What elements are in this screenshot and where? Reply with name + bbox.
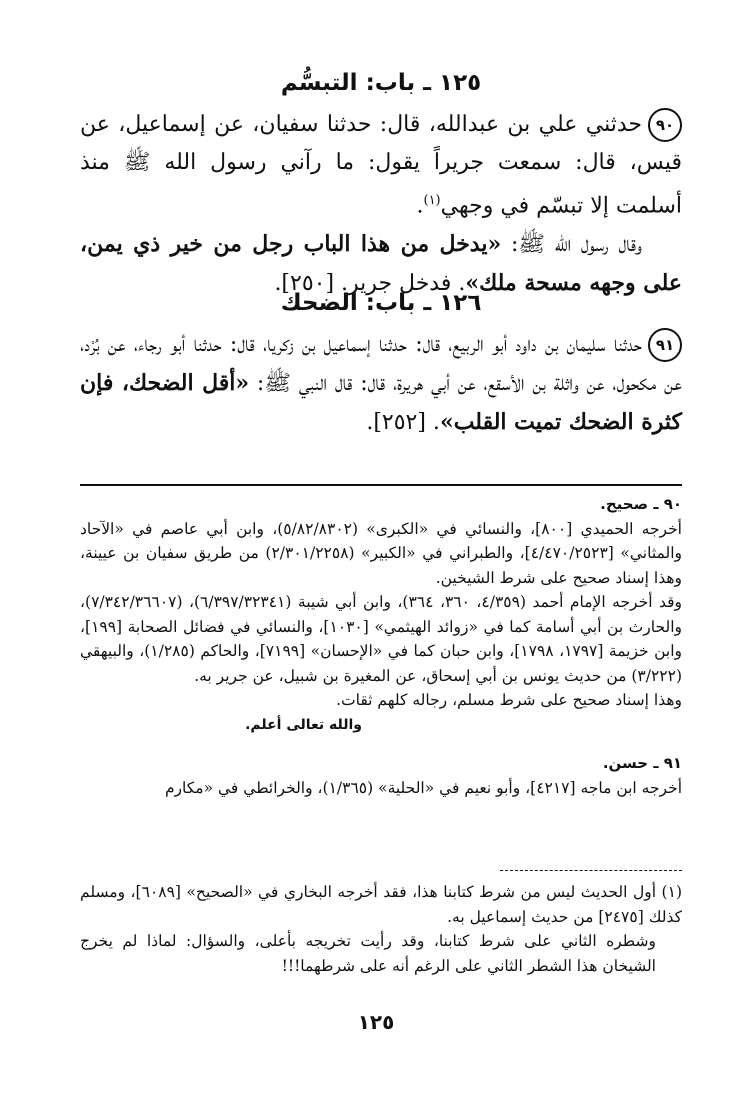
footnotes bbox=[80, 880, 682, 978]
hadith-90-number-badge: ٩٠ bbox=[648, 108, 682, 142]
chapter-126-body bbox=[80, 326, 682, 442]
notes-divider bbox=[80, 484, 682, 486]
hadith-90-paragraph bbox=[80, 106, 682, 225]
footnote-1-mark: (١) bbox=[661, 883, 682, 901]
footnote-1-paragraph-1 bbox=[80, 880, 682, 929]
hadith-90-quote-intro: وقال رسول الله ﷺ: bbox=[501, 232, 642, 258]
note-90-paragraph-3: وهذا إسناد صحيح على شرط مسلم، رجاله كلهم ثقات. bbox=[336, 691, 682, 709]
footnote-divider bbox=[500, 870, 682, 871]
hadith-91-quote: «أقل الضحك، فإن كثرة الضحك تميت القلب» bbox=[80, 370, 682, 435]
note-90-paragraph-2: وقد أخرجه الإمام أحمد (٤/٣٥٩، ٣٦٠، ٣٦٤)، وابن أبي شيبة (٦/٣٩٧/٣٢٣٤١)، (٧/٣٤٢/٣٦٦٠٧)، والحارث بن أبي أسامة كما في «زوائد الهيثمي» [١٠٣٠]، والنسائي في فضائل الصحابة [١٩٩]، وابن خزيمة [١٧٩٧، ١٧٩٨]، وابن حبان كما في «الإحسان» [٧١٩٩]، والحاكم (١/٢٨٥)، والبيهقي (٣/٢٢٢) من حديث يونس بن أبي إسحاق، عن المغيرة بن شبيل، عن جرير به. bbox=[80, 593, 683, 685]
note-91-head: ٩١ ـ حسن. bbox=[602, 754, 682, 772]
chapter-125-body bbox=[80, 106, 682, 303]
chapter-126-heading: ١٢٦ ـ باب: الضحك bbox=[280, 290, 482, 316]
footnote-1-paragraph-2: وشطره الثاني على شرط كتابنا، وقد رأيت تخريجه بأعلى، والسؤال: لماذا لم يخرج الشيخان هذا الشطر الثاني على الرغم أنه على شرطهما!!! bbox=[80, 932, 656, 975]
hadith-91-paragraph bbox=[80, 326, 682, 442]
hadith-91-number-badge: ٩١ bbox=[648, 328, 682, 362]
footnote-ref: (١) bbox=[423, 193, 441, 208]
hadith-91-end: . [٢٥٢]. bbox=[366, 410, 440, 435]
footnote-1-text: أول الحديث ليس من شرط كتابنا هذا، فقد أخرجه البخاري في «الصحيح» [٦٠٨٩]، ومسلم كذلك [٢٤٧٥] من حديث إسماعيل به. bbox=[80, 883, 682, 926]
note-90-paragraph-1: أخرجه الحميدي [٨٠٠]، والنسائي في «الكبرى» (٥/٨٢/٨٣٠٢)، وابن أبي عاصم في «الآحاد والمثاني» [٤/٤٧٠/٢٥٢٣]، والطبراني في «الكبير» (٢/٣٠١/٢٢٥٨) من طريق سفيان بن عيينة، وهذا إسناد صحيح على شرط الشيخين. bbox=[80, 519, 682, 587]
note-90-head: ٩٠ ـ صحيح. bbox=[600, 495, 682, 513]
note-91-paragraph-1: أخرجه ابن ماجه [٤٢١٧]، وأبو نعيم في «الحلية» (١/٣٦٥)، والخرائطي في «مكارم bbox=[164, 778, 682, 797]
page-number: ١٢٥ bbox=[357, 1010, 395, 1034]
hadith-90-quote: «يدخل من هذا الباب رجل من خير ذي يمن، على وجهه مسحة ملك» bbox=[80, 231, 682, 297]
hadith-90-text: حدثني علي بن عبدالله، قال: حدثنا سفيان، عن إسماعيل، عن قيس، قال: سمعت جريراً يقول: ما رآني رسول الله ﷺ منذ أسلمت إلا تبسّم في وجهي bbox=[80, 112, 682, 219]
hadith-90-quote-end: . فدخل جرير. [٢٥٠]. bbox=[274, 271, 466, 297]
hadith-90-end: . bbox=[416, 193, 424, 219]
takhrij-notes bbox=[80, 492, 682, 800]
hadith-91-text: حدثنا سليمان بن داود أبو الربيع، قال: حدثنا إسماعيل بن زكريا، قال: حدثنا أبو رجاء، عن بُرْد، عن مكحول، عن واثلة بن الأسقع، عن أبي هريرة، قال: قال النبي ﷺ: bbox=[80, 332, 682, 396]
chapter-125-heading: ١٢٥ ـ باب: التبسُّم bbox=[280, 70, 482, 96]
note-90-closing: والله تعالى أعلم. bbox=[245, 716, 362, 733]
